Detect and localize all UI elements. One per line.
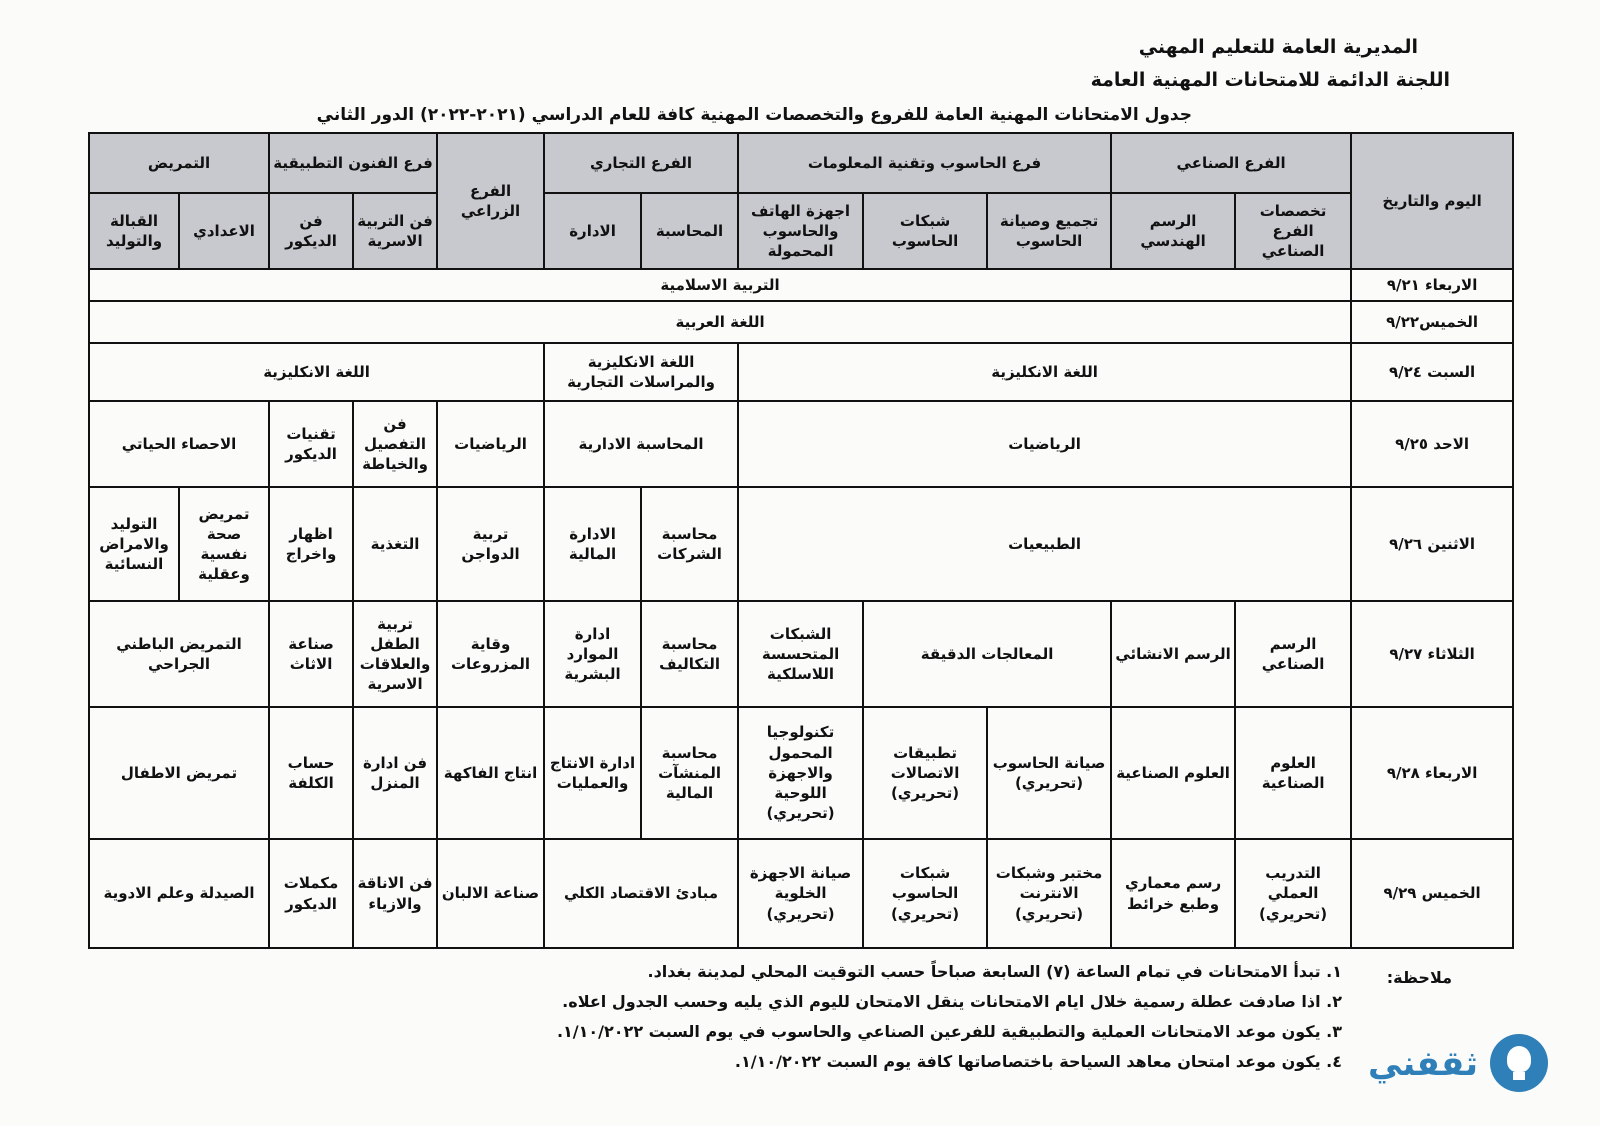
exam-cell: التوليد والامراض النسائية <box>89 487 179 601</box>
exam-cell: تمريض الاطفال <box>89 707 269 839</box>
exam-cell: فن التفصيل والخياطة <box>353 401 437 487</box>
exam-cell: محاسبة الشركات <box>641 487 738 601</box>
spec-administration: الادارة <box>544 193 641 269</box>
exam-cell: فن الاناقة والازياء <box>353 839 437 948</box>
exam-cell: اللغة الانكليزية والمراسلات التجارية <box>544 343 738 401</box>
exam-cell: العلوم الصناعية <box>1111 707 1235 839</box>
exam-cell: اللغة الانكليزية <box>89 343 544 401</box>
exam-cell: صناعة الاثاث <box>269 601 353 707</box>
exam-cell: التربية الاسلامية <box>89 269 1351 301</box>
exam-cell: المعالجات الدقيقة <box>863 601 1111 707</box>
exam-cell: ادارة الموارد البشرية <box>544 601 641 707</box>
exam-cell: اظهار واخراج <box>269 487 353 601</box>
exam-cell: تربية الدواجن <box>437 487 544 601</box>
note-item: ٢. اذا صادفت عطلة رسمية خلال ايام الامتحانات ينقل الامتحان لليوم الذي يليه وحسب الجدول اعلاه. <box>562 992 1342 1011</box>
exam-cell: اللغة العربية <box>89 301 1351 343</box>
exam-cell: الادارة المالية <box>544 487 641 601</box>
exam-cell: تقنيات الديكور <box>269 401 353 487</box>
exam-cell: التمريض الباطني الجراحي <box>89 601 269 707</box>
spec-industrial: تخصصات الفرع الصناعي <box>1235 193 1351 269</box>
exam-cell: الرسم الانشائي <box>1111 601 1235 707</box>
logo-text: ثقفني <box>1368 1044 1478 1084</box>
note-item: ١. تبدأ الامتحانات في تمام الساعة (٧) السابعة صباحاً حسب التوقيت المحلي لمدينة بغداد. <box>647 962 1342 981</box>
lightbulb-icon <box>1490 1034 1548 1092</box>
spec-computer-networks: شبكات الحاسوب <box>863 193 987 269</box>
spec-accounting: المحاسبة <box>641 193 738 269</box>
exam-cell: حساب الكلفة <box>269 707 353 839</box>
exam-cell: فن ادارة المنزل <box>353 707 437 839</box>
day-cell: السبت ٩/٢٤ <box>1351 343 1513 401</box>
header-title: جدول الامتحانات المهنية العامة للفروع والتخصصات المهنية كافة للعام الدراسي (٢٠٢١-٢٠٢٢) الدور الثاني <box>316 105 1192 125</box>
exam-cell: مختبر وشبكات الانترنت (تحريري) <box>987 839 1111 948</box>
day-date-header: اليوم والتاريخ <box>1351 133 1513 269</box>
exam-cell: صناعة الالبان <box>437 839 544 948</box>
exam-cell: الصيدلة وعلم الادوية <box>89 839 269 948</box>
exam-cell: المحاسبة الادارية <box>544 401 738 487</box>
spec-decor: فن الديكور <box>269 193 353 269</box>
exam-cell: التغذية <box>353 487 437 601</box>
day-cell: الاربعاء ٩/٢٨ <box>1351 707 1513 839</box>
site-logo <box>1368 1030 1558 1100</box>
branch-computer: فرع الحاسوب وتقنية المعلومات <box>738 133 1111 193</box>
spec-computer-maintenance: تجميع وصيانة الحاسوب <box>987 193 1111 269</box>
day-cell: الاحد ٩/٢٥ <box>1351 401 1513 487</box>
exam-cell: تطبيقات الاتصالات (تحريري) <box>863 707 987 839</box>
day-cell: الخميس٩/٢٢ <box>1351 301 1513 343</box>
spec-nursing-preparatory: الاعدادي <box>179 193 269 269</box>
header-committee: اللجنة الدائمة للامتحانات المهنية العامة <box>1090 69 1450 91</box>
spec-midwifery: القبالة والتوليد <box>89 193 179 269</box>
exam-cell: تكنولوجيا المحمول والاجهزة اللوحية (تحريري) <box>738 707 863 839</box>
branch-applied-arts: فرع الفنون التطبيقية <box>269 133 437 193</box>
exam-cell: الرياضيات <box>437 401 544 487</box>
exam-cell: انتاج الفاكهة <box>437 707 544 839</box>
exam-cell: الاحصاء الحياتي <box>89 401 269 487</box>
exam-cell: ادارة الانتاج والعمليات <box>544 707 641 839</box>
day-cell: الاربعاء ٩/٢١ <box>1351 269 1513 301</box>
exam-cell: الرسم الصناعي <box>1235 601 1351 707</box>
exam-cell: محاسبة المنشآت المالية <box>641 707 738 839</box>
exam-cell: وقاية المزروعات <box>437 601 544 707</box>
exam-cell: اللغة الانكليزية <box>738 343 1351 401</box>
exam-cell: شبكات الحاسوب (تحريري) <box>863 839 987 948</box>
exam-cell: محاسبة التكاليف <box>641 601 738 707</box>
branch-industrial: الفرع الصناعي <box>1111 133 1351 193</box>
day-cell: الثلاثاء ٩/٢٧ <box>1351 601 1513 707</box>
exam-cell: تربية الطفل والعلاقات الاسرية <box>353 601 437 707</box>
spec-mobile-devices: اجهزة الهاتف والحاسوب المحمولة <box>738 193 863 269</box>
exam-cell: العلوم الصناعية <box>1235 707 1351 839</box>
day-cell: الخميس ٩/٢٩ <box>1351 839 1513 948</box>
exam-cell: صيانة الحاسوب (تحريري) <box>987 707 1111 839</box>
spec-family-education: فن التربية الاسرية <box>353 193 437 269</box>
exam-cell: مبادئ الاقتصاد الكلي <box>544 839 738 948</box>
exam-cell: تمريض صحة نفسية وعقلية <box>179 487 269 601</box>
note-item: ٣. يكون موعد الامتحانات العملية والتطبيقية للفرعين الصناعي والحاسوب في يوم السبت ١/١٠/٢٠٢٢. <box>556 1022 1342 1041</box>
branch-nursing: التمريض <box>89 133 269 193</box>
exam-cell: الرياضيات <box>738 401 1351 487</box>
exam-cell: مكملات الديكور <box>269 839 353 948</box>
branch-commercial: الفرع التجاري <box>544 133 738 193</box>
header-directorate: المديرية العامة للتعليم المهني <box>1138 36 1418 58</box>
exam-cell: الطبيعيات <box>738 487 1351 601</box>
exam-cell: الشبكات المتحسسة اللاسلكية <box>738 601 863 707</box>
notes-label: ملاحظة: <box>1386 968 1452 987</box>
branch-agricultural: الفرع الزراعي <box>437 133 544 269</box>
day-cell: الاثنين ٩/٢٦ <box>1351 487 1513 601</box>
note-item: ٤. يكون موعد امتحان معاهد السياحة باختصاصاتها كافة يوم السبت ١/١٠/٢٠٢٢. <box>734 1052 1342 1071</box>
exam-cell: صيانة الاجهزة الخلوية (تحريري) <box>738 839 863 948</box>
spec-engineering-drawing: الرسم الهندسي <box>1111 193 1235 269</box>
exam-cell: التدريب العملي (تحريري) <box>1235 839 1351 948</box>
exam-schedule-table <box>88 132 1514 949</box>
exam-cell: رسم معماري وطبع خرائط <box>1111 839 1235 948</box>
